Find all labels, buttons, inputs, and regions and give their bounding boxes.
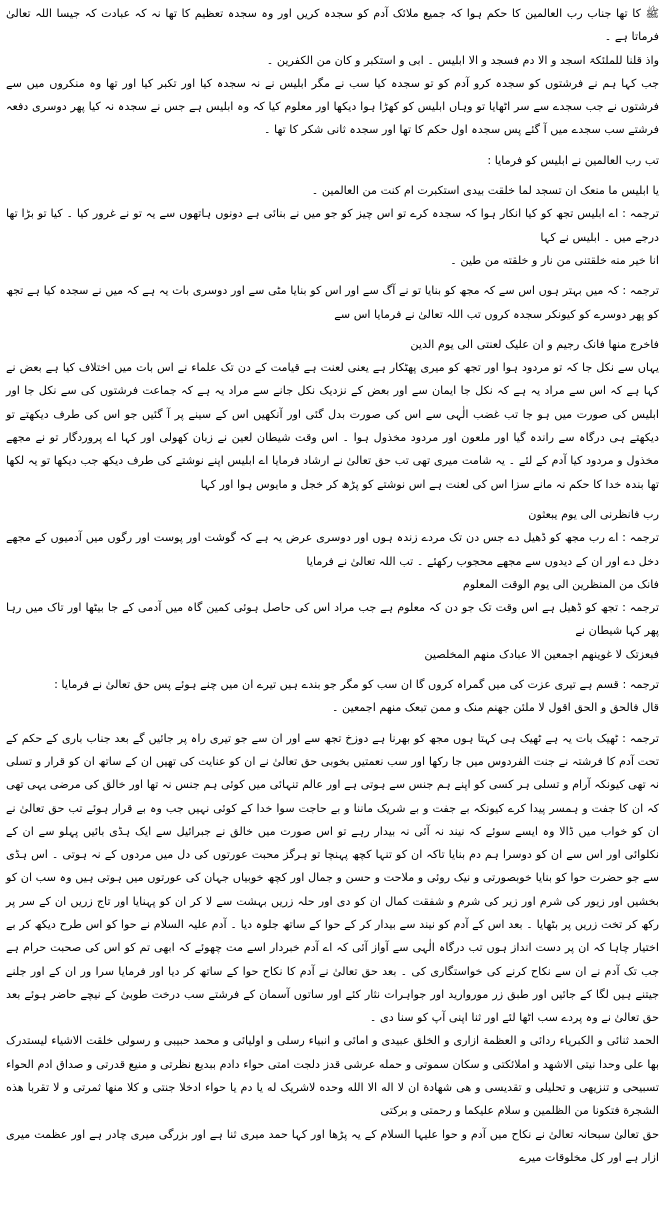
paragraph-2: جب کہا ہم نے فرشتوں کو سجدہ کرو آدم کو تو سجدہ کیا سب نے مگر ابلیس نے نہ سجدہ کیا اور تکبر کیا اور تھا وہ منکروں میں سے فرشتوں نے جب سجدے سے سر اٹھایا تو وہاں ابلیس کو کھڑا ہوا دیکھا اور معلوم کیا کہ وہ ابلیس ہے جس نے سجدہ نہ کیا پھر دوسری دفعہ فرشتے سب سجدے میں آ گئے پس سجدہ اول حکم کا تھا اور سجدہ ثانی شکر کا تھا ۔ [6,76,659,137]
translation-1: ترجمہ : اے ابلیس تجھ کو کیا انکار ہوا کہ سجدہ کرے تو اس چیز کو جو میں نے بنائی ہے دونوں ہاتھوں سے یہ تو نے غرور کیا ۔ کیا تو بڑا تھا درجے میں ۔ ابلیس نے کہا [6,207,659,244]
arabic-verse-7: فبعزتک لا غوینهم اجمعین الا عبادک منهم المخلصین [424,647,659,661]
paragraph-5: حق تعالیٰ سبحانہ تعالیٰ نے نکاح میں آدم و حوا علیہا السلام کے یہ پڑھا اور کہا حمد میری ثنا ہے اور بزرگی میری چادر ہے اور عظمت میری ازار ہے اور کل مخلوقات میرے [6,1127,659,1164]
paragraph-3: تب رب العالمین نے ابلیس کو فرمایا : [487,153,659,167]
arabic-sermon: الحمد ثنائی و الکبریاء ردائی و العظمة ازاری و الخلق عبیدی و امائی و انبیاء رسلی و اولیائی و محمد حبیبی و رسولی خلقت الاشیاء لیستدرک بها علی وحدا نیتی الاشهد و املائکتی و سکان سموتی و حمله عرشی قدز دلجت امتی حواء دادم ببدیع نظرتی و منیع قدرتی و صداق ادم الحواء تسبیحی و تنزیهی و تحلیلی و تقدیسی و هی شهادة ان لا اله الا الله وحده لاشریک له یا دم یا حواء ادخلا جنتی و کلا منها ثمرتی و لا تقربا هذه الشجرة فتکونا من الظلمین و سلام علیکما و رحمتی و برکتی [6,1034,659,1118]
arabic-verse-5: رب فانظرنی الی یوم یبعثون [528,507,659,521]
arabic-verse-3: انا خیر منه خلقتنی من نار و خلقته من طین ۔ [450,253,659,267]
paragraph-1: ﷺ کا تھا جناب رب العالمین کا حکم ہوا کہ جمیع ملائک آدم کو سجدہ کریں اور وہ سجدہ تعظیم کا تھا نہ کہ عبادت کہ جیسا اللہ تعالیٰ فرماتا ہے ۔ [6,7,659,44]
translation-3: ترجمہ : اے رب مجھ کو ڈھیل دے جس دن تک مردے زندہ ہوں اور دوسری عرض یہ ہے کہ گوشت اور پوست اور رگوں میں آدمیوں کے مجھے دخل دے اور ان کے دیدوں سے مجھے محجوب رکھئے ۔ تب اللہ تعالیٰ نے فرمایا [6,531,659,568]
arabic-verse-6: فانک من المنظرین الی یوم الوقت المعلوم [462,577,659,591]
arabic-verse-1: واذ قلنا للملئکۃ اسجد و الا دم فسجد و الا ابلیس ۔ ابی و استکبر و کان من الکفرین ۔ [266,53,659,67]
translation-6: ترجمہ : ٹھیک بات یہ ہے ٹھیک ہی کہتا ہوں مجھ کو بھرنا ہے دوزخ تجھ سے اور ان سے جو تیری راہ پر جائیں گے بعد جناب باری کے حکم کے تحت آدم کا فرشتہ نے جنت الفردوس میں جا رکھا اور سب نعمتیں بخوبی حق تعالیٰ نے ان کو عنایت کی تھیں ان کے ساتھ ان کو قرار و تسلی نہ تھی کیونکہ آرام و تسلی ہر کسی کو اپنے ہم جنس سے ہوتی ہے اور عالم تنہائی میں کوئی ہم جنس نہ تھا اور خالق کی مرضی یہی تھی کہ ان کا جفت و ہمسر پیدا کرے کیونکہ بے جفت و بے شریک ماننا و بے حاجت سوا خدا کے کوئی نہیں جب وہ بے قرار ہوئے تب حق تعالیٰ نے ان کو خواب میں ڈالا وہ ایسے سوئے کہ نیند نہ آئی نہ بیدار رہے تو اس صورت میں خالق نے جبرائیل سے ایک ہڈی بائیں پہلو سے ان کے نکلوائی اور اس سے ان کو دوسرا ہم دم بنایا تاکہ ان کو تنہا کچھ پہنچا تو ہرگز محبت عورتوں کی دل میں مردوں کے نہ ہوتی ۔ اس ہڈی سے جو حضرت حوا کو بنایا خوبصورتی و نیک روئی و ملاحت و حسن و جمال اور کچھ خوبیاں جہان کی عورتوں میں ہوتی ہیں وہ سب ان کو بخشیں اور زیور کی شرم اور زیر کی شرم و شفقت کمال ان کو دی اور حلہ زریں بہشت سے لا کر ان کو پہنایا اور تاج زریں ان کے سر پر رکھ کر تخت زریں پر بٹھایا ۔ بعد اس کے آدم کو نیند سے بیدار کر کے حوا کے ساتھ جلوہ دیا ۔ آدم علیہ السلام نے حوا کو اس طرح دیکھ کر بے اختیار چاہا کہ ان پر دست انداز ہوں تب درگاہ الٰہی سے آواز آئی کہ اے آدم خبردار اسے مت چھوئے کہ ابھی تم کو اس کی صحبت حرام ہے جب تک آدم نے ان سے نکاح کرنے کی خواستگاری کی ۔ بعد حق تعالیٰ نے آدم کا نکاح حوا کے ساتھ کر دیا اور فرمایا سرا ور ان کے اور جلنے جیتنے ہیں لگا کے جائیں اور طبق زر موروارید اور جواہرات نثار کئے اور ساتوں آسمان کے فرشتے سب درخت طوبیٰ کے نیچے حاضر ہوئے بعد حق تعالیٰ نے وہ پردے سب اٹھا لئے اور ثنا اپنی آپ کو سنا دی ۔ [6,731,659,1025]
arabic-verse-2: یا ابلیس ما منعک ان تسجد لما خلقت بیدی استکبرت ام کنت من العالمین ۔ [311,184,659,198]
arabic-verse-8: قال فالحق و الحق اقول لا ملئن جهنم منک و ممن تبعک منهم اجمعین ۔ [331,701,659,715]
translation-2: ترجمہ : کہ میں بہتر ہوں اس سے کہ مجھ کو بنایا تو نے آگ سے اور اس کو بنایا مٹی سے اور دوسری بات یہ ہے کہ میں نے سجدہ کیا ہے تجھ کو پھر دوسرے کو کیونکر سجدہ کروں تب اللہ تعالیٰ نے فرمایا اس سے [6,284,659,321]
arabic-verse-4: فاخرج منها فانک رجیم و ان علیک لعنتی الی یوم الدین [410,337,659,351]
translation-4: ترجمہ : تجھ کو ڈھیل ہے اس وقت تک جو دن کہ معلوم ہے جب مراد اس کی حاصل ہوئی کمین گاہ میں آدمی کے جا بیٹھا اور تاک میں رہا پھر کہا شیطان نے [6,601,659,638]
paragraph-4: یہاں سے نکل جا کہ تو مردود ہوا اور تجھ کو میری پھٹکار ہے یعنی لعنت ہے قیامت کے دن تک علماء نے اس بات میں اختلاف کیا ہے بعض نے کہا ہے کہ اس سے مراد یہ ہے کہ نکل جا ایمان سے اور بعض کے نزدیک نکل جانے سے مراد یہ ہے کہ جماعت فرشتوں کی سے نکل جا اور ابلیس کی صورت میں ہو جا تب غضب الٰہی سے اس کی صورت بدل گئی اور آنکھیں اس کے سینے پر آ گئیں جو اس کی طرف دیکھتے تو دیکھتے ہی درگاہ سے راندہ گیا اور ملعون اور مردود مخذول ہوا ۔ اس وقت شیطان لعین نے زبان کھولی اور کہا اے پروردگار تو نے مجھے مخذول و مردود کیا آدم کے لئے ۔ یہ شامت میری تھی تب حق تعالیٰ نے ارشاد فرمایا اے ابلیس اپنے نوشتے کی طرف دیکھ جب دیکھا تو یہ لکھا تھا بندہ خدا کا حکم نہ مانے سزا اس کی لعنت ہے اس نوشتے کو پڑھ کر خجل و مایوس ہوا اور کہا [6,361,659,491]
translation-5: ترجمہ : قسم ہے تیری عزت کی میں گمراہ کروں گا ان سب کو مگر جو بندے ہیں تیرے ان میں چنے ہوئے پس حق تعالیٰ نے فرمایا : [54,678,659,692]
